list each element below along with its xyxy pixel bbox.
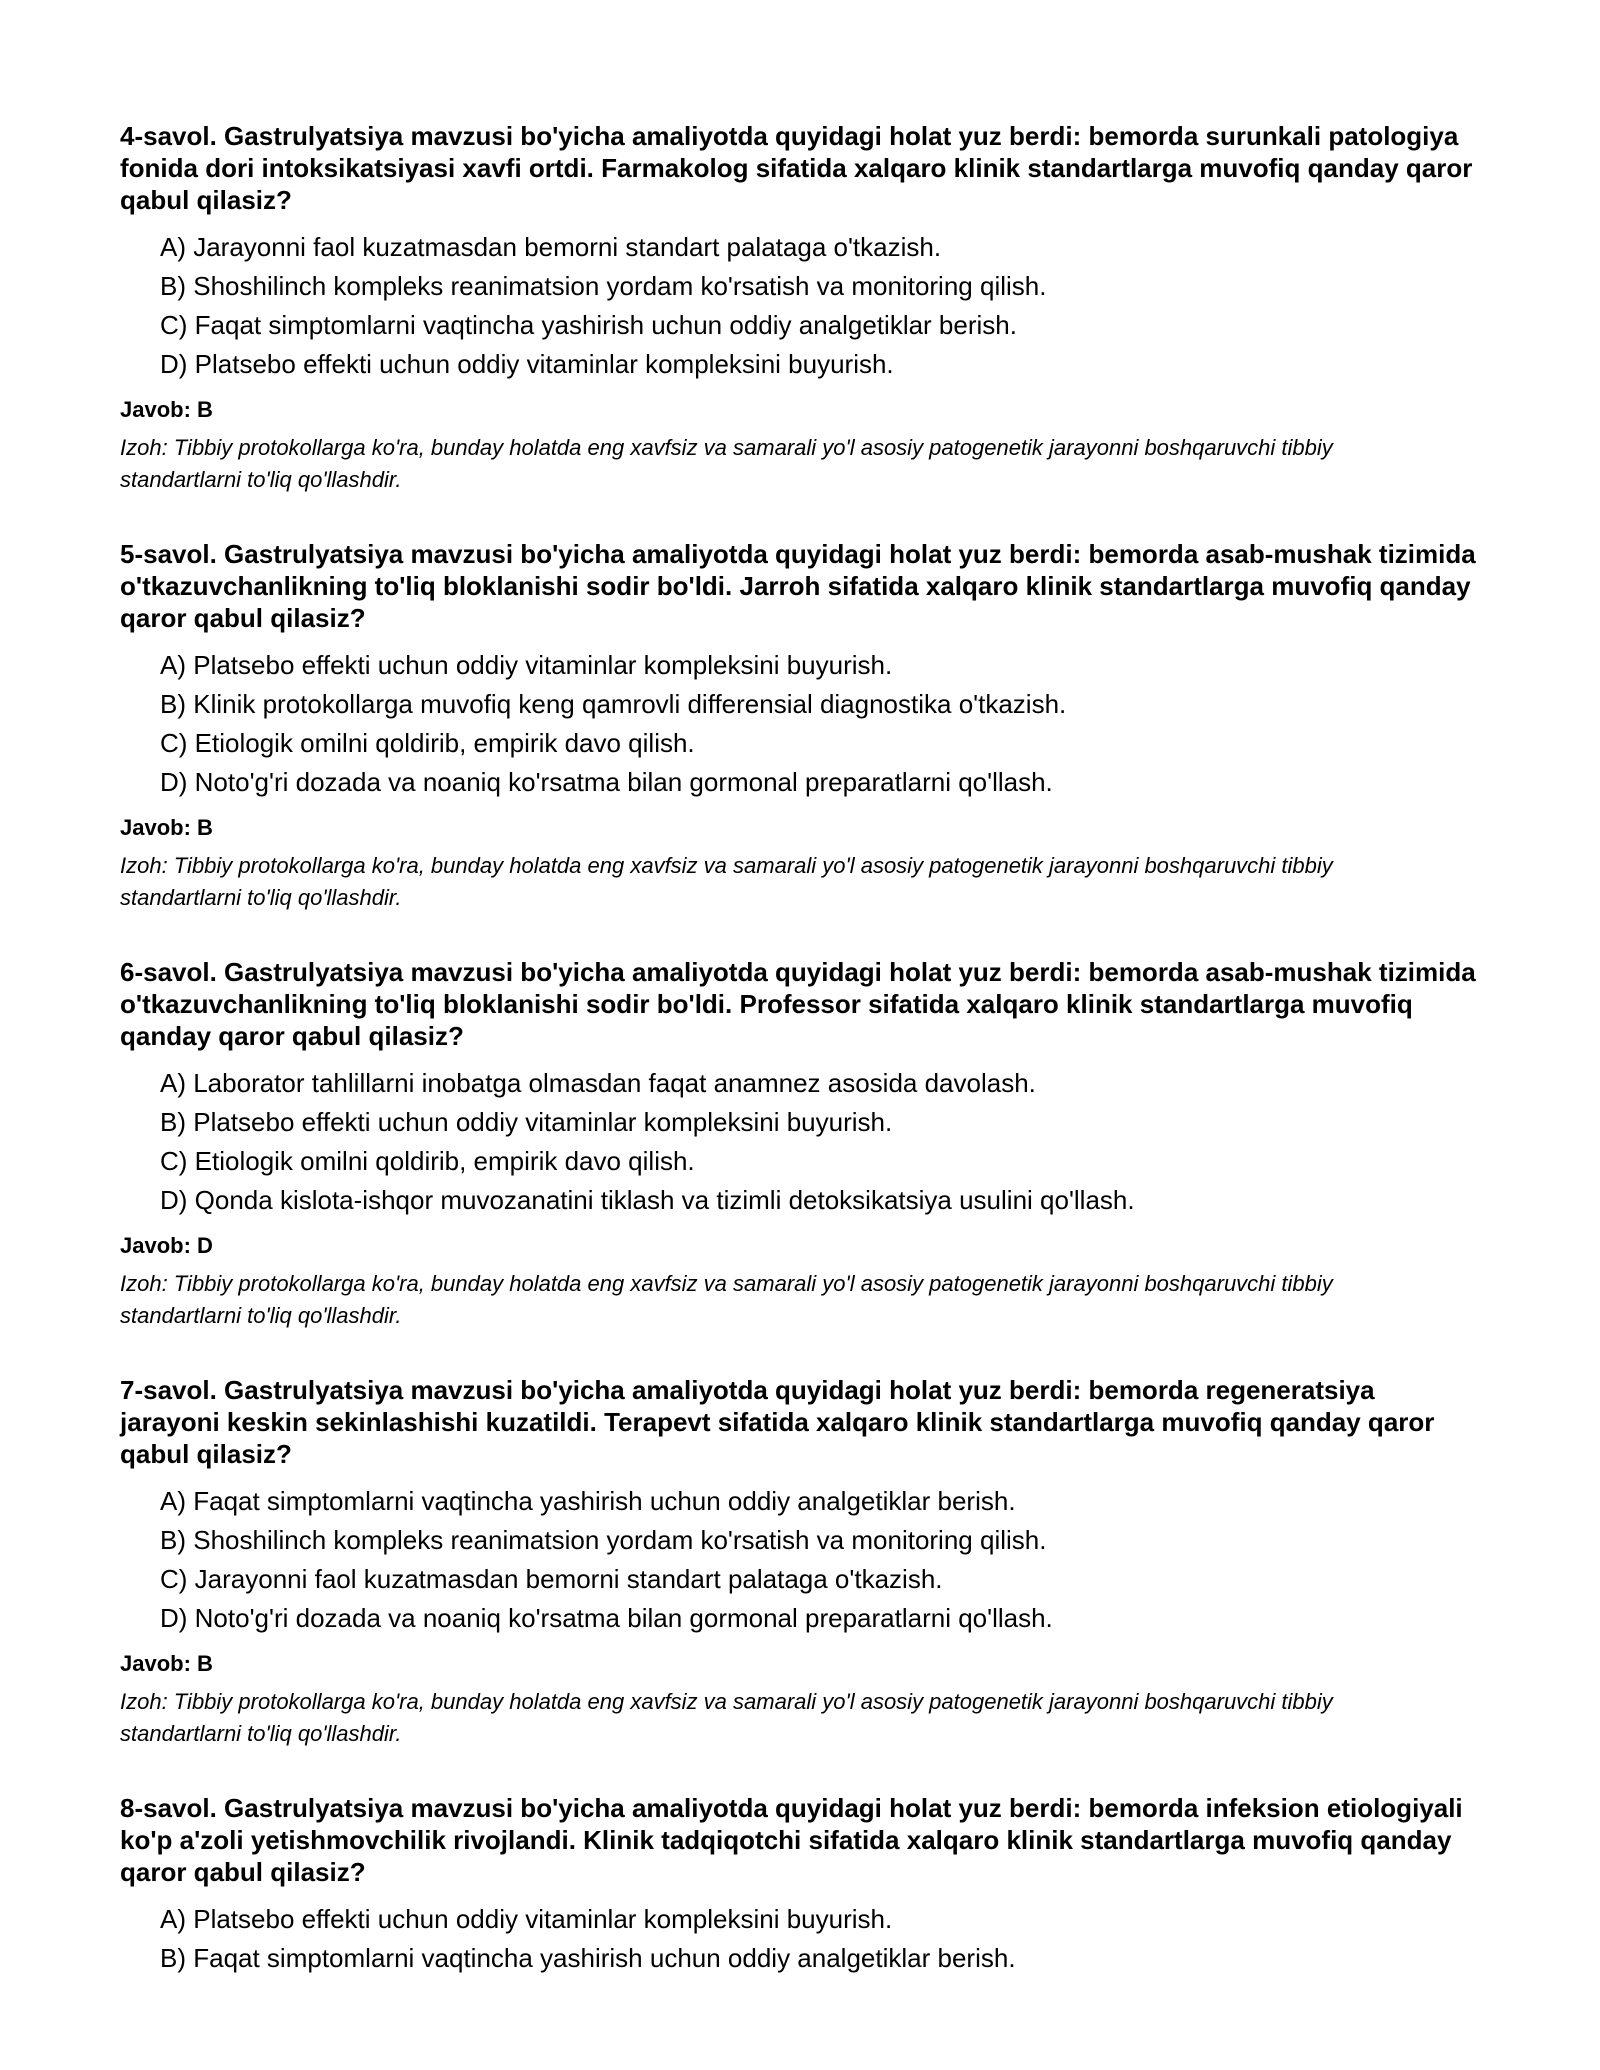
explanation-note: Izoh: Tibbiy protokollarga ko'ra, bunday holatda eng xavfsiz va samarali yo'l asosiy patogenetik jarayonni boshqaruvchi tibbiy standartlarni to'liq qo'llashdir. [120,1271,1333,1328]
answer-label: Javob: [120,1233,191,1258]
option-b: B) Shoshilinch kompleks reanimatsion yordam ko'rsatish va monitoring qilish. [160,271,1047,301]
answer-options [160,1064,1480,1220]
question-block [120,538,1480,914]
answer-value: B [197,815,213,840]
question-text: 5-savol. Gastrulyatsiya mavzusi bo'yicha amaliyotda quyidagi holat yuz berdi: bemorda asab-mushak tizimida o'tkazuvchanlikning to'liq bloklanishi sodir bo'ldi. Jarroh sifatida xalqaro klinik standartlarga muvofiq qanday qaror qabul qilasiz? [120,539,1476,633]
question-block [120,120,1480,496]
question-text: 4-savol. Gastrulyatsiya mavzusi bo'yicha amaliyotda quyidagi holat yuz berdi: bemorda surunkali patologiya fonida dori intoksikatsiyasi xavfi ortdi. Farmakolog sifatida xalqaro klinik standartlarga muvofiq qanday qaror qabul qilasiz? [120,121,1473,215]
option-a: A) Faqat simptomlarni vaqtincha yashirish uchun oddiy analgetiklar berish. [160,1486,1016,1516]
answer-options [160,646,1480,802]
option-b: B) Faqat simptomlarni vaqtincha yashirish uchun oddiy analgetiklar berish. [160,1943,1016,1973]
explanation-note: Izoh: Tibbiy protokollarga ko'ra, bunday holatda eng xavfsiz va samarali yo'l asosiy patogenetik jarayonni boshqaruvchi tibbiy standartlarni to'liq qo'llashdir. [120,435,1333,492]
answer-label: Javob: [120,815,191,840]
question-text: 8-savol. Gastrulyatsiya mavzusi bo'yicha amaliyotda quyidagi holat yuz berdi: bemorda infeksion etiologiyali ko'p a'zoli yetishmovchilik rivojlandi. Klinik tadqiqotchi sifatida xalqaro klinik standartlarga muvofiq qanday qaror qabul qilasiz? [120,1793,1463,1887]
answer-options [160,1900,1480,1978]
answer-line [120,1650,1480,1678]
answer-value: B [197,1651,213,1676]
option-c: C) Faqat simptomlarni vaqtincha yashirish uchun oddiy analgetiklar berish. [160,310,1017,340]
question-text: 6-savol. Gastrulyatsiya mavzusi bo'yicha amaliyotda quyidagi holat yuz berdi: bemorda asab-mushak tizimida o'tkazuvchanlikning to'liq bloklanishi sodir bo'ldi. Professor sifatida xalqaro klinik standartlarga muvofiq qanday qaror qabul qilasiz? [120,957,1476,1051]
option-b: B) Shoshilinch kompleks reanimatsion yordam ko'rsatish va monitoring qilish. [160,1525,1047,1555]
answer-line [120,1232,1480,1260]
option-c: C) Etiologik omilni qoldirib, empirik davo qilish. [160,728,695,758]
option-c: C) Etiologik omilni qoldirib, empirik davo qilish. [160,1146,695,1176]
answer-options [160,1482,1480,1638]
answer-options [160,228,1480,384]
option-d: D) Noto'g'ri dozada va noaniq ko'rsatma bilan gormonal preparatlarni qo'llash. [160,767,1053,797]
option-d: D) Platsebo effekti uchun oddiy vitaminlar kompleksini buyurish. [160,349,894,379]
option-a: A) Jarayonni faol kuzatmasdan bemorni standart palataga o'tkazish. [160,232,942,262]
option-b: B) Platsebo effekti uchun oddiy vitaminlar kompleksini buyurish. [160,1107,893,1137]
option-a: A) Platsebo effekti uchun oddiy vitaminlar kompleksini buyurish. [160,650,893,680]
answer-label: Javob: [120,397,191,422]
answer-line [120,814,1480,842]
option-d: D) Noto'g'ri dozada va noaniq ko'rsatma bilan gormonal preparatlarni qo'llash. [160,1603,1053,1633]
option-a: A) Laborator tahlillarni inobatga olmasdan faqat anamnez asosida davolash. [160,1068,1036,1098]
explanation-note: Izoh: Tibbiy protokollarga ko'ra, bunday holatda eng xavfsiz va samarali yo'l asosiy patogenetik jarayonni boshqaruvchi tibbiy standartlarni to'liq qo'llashdir. [120,1689,1333,1746]
option-a: A) Platsebo effekti uchun oddiy vitaminlar kompleksini buyurish. [160,1904,893,1934]
answer-line [120,396,1480,424]
question-block [120,1792,1480,1978]
answer-value: B [197,397,213,422]
document-page [120,120,1480,2020]
answer-value: D [197,1233,213,1258]
answer-label: Javob: [120,1651,191,1676]
question-block [120,1374,1480,1750]
question-text: 7-savol. Gastrulyatsiya mavzusi bo'yicha amaliyotda quyidagi holat yuz berdi: bemorda regeneratsiya jarayoni keskin sekinlashishi kuzatildi. Terapevt sifatida xalqaro klinik standartlarga muvofiq qanday qaror qabul qilasiz? [120,1375,1435,1469]
option-b: B) Klinik protokollarga muvofiq keng qamrovli differensial diagnostika o'tkazish. [160,689,1067,719]
option-c: C) Jarayonni faol kuzatmasdan bemorni standart palataga o'tkazish. [160,1564,943,1594]
option-d: D) Qonda kislota-ishqor muvozanatini tiklash va tizimli detoksikatsiya usulini qo'llash. [160,1185,1135,1215]
explanation-note: Izoh: Tibbiy protokollarga ko'ra, bunday holatda eng xavfsiz va samarali yo'l asosiy patogenetik jarayonni boshqaruvchi tibbiy standartlarni to'liq qo'llashdir. [120,853,1333,910]
question-block [120,956,1480,1332]
